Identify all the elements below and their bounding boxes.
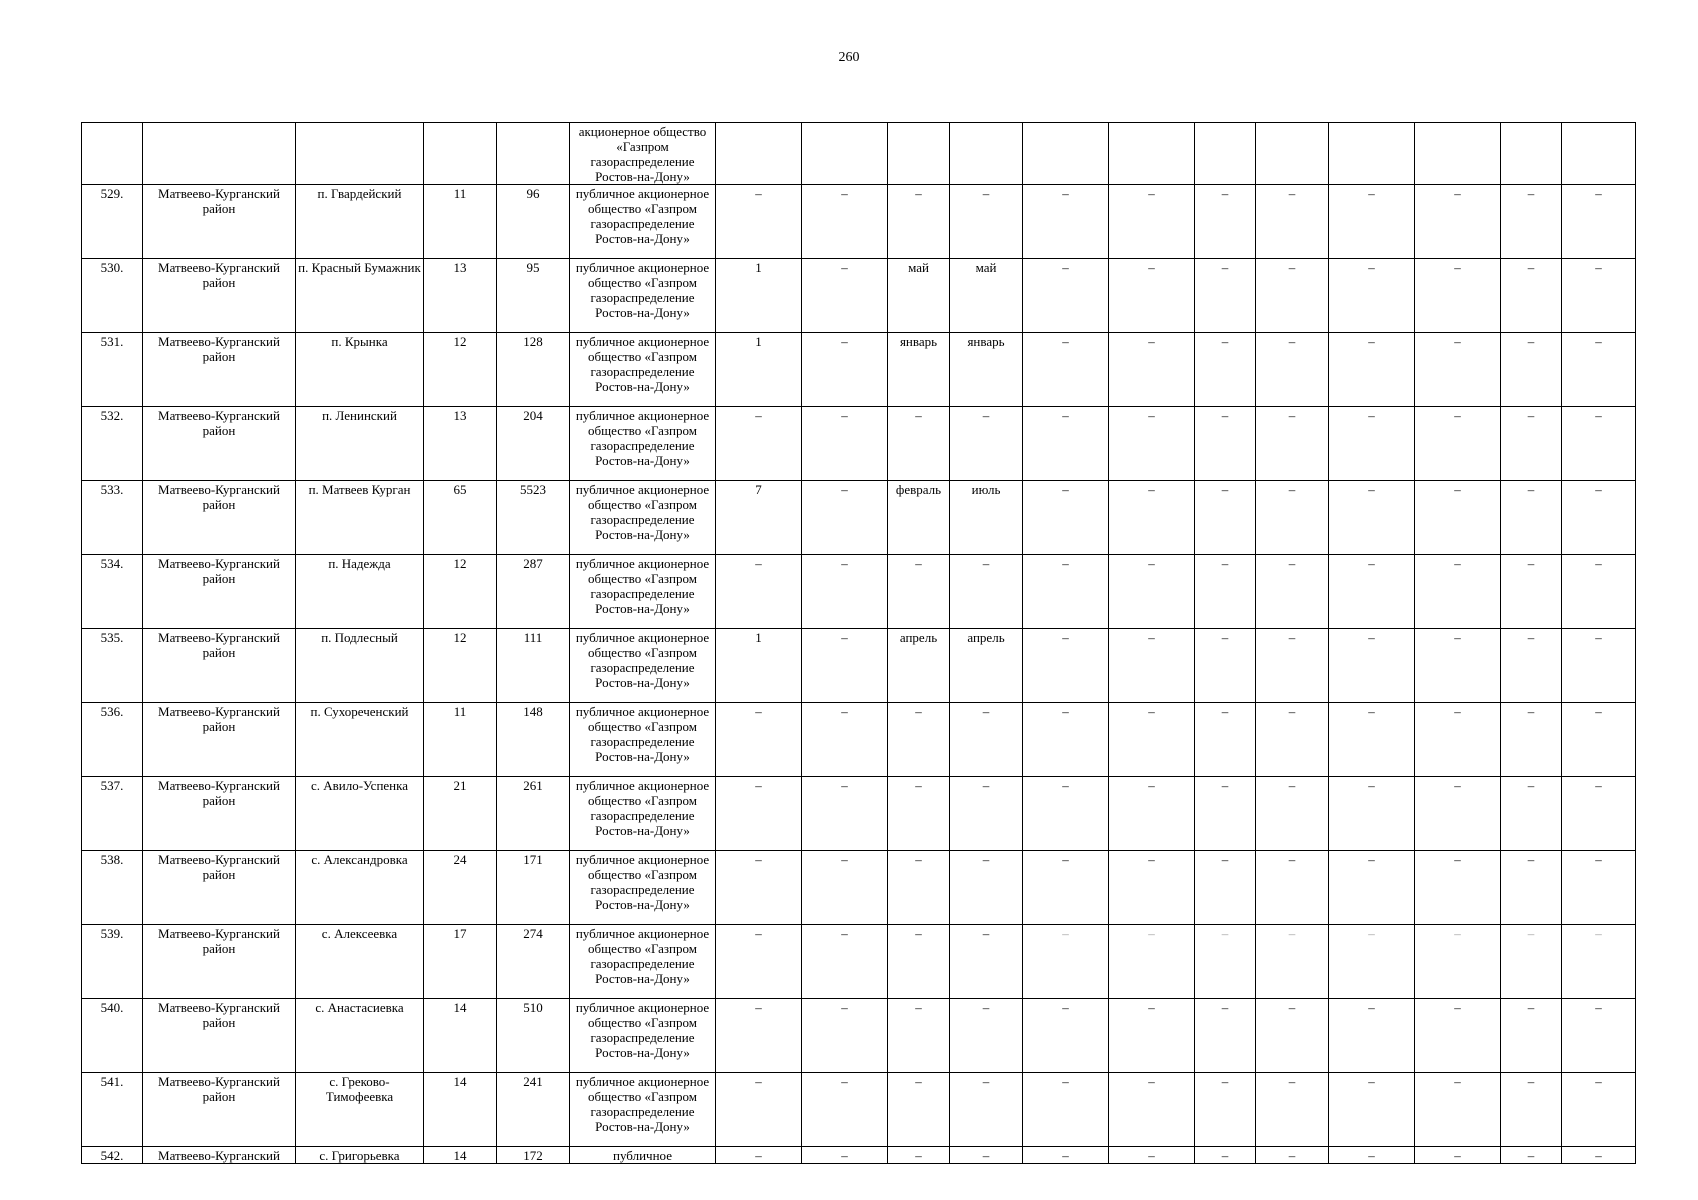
cell-col17: – <box>1501 703 1562 777</box>
cell-col9: – <box>888 777 950 851</box>
cell-col15: – <box>1329 851 1415 925</box>
cell-col8: – <box>802 259 888 333</box>
cell-col16: – <box>1415 1147 1501 1164</box>
cell-locality: п. Красный Бумажник <box>296 259 424 333</box>
cell-col11: – <box>1023 629 1109 703</box>
cell-col4: 12 <box>424 333 497 407</box>
cell-num: 538. <box>82 851 143 925</box>
cell-col5 <box>497 123 570 185</box>
cell-col11: – <box>1023 777 1109 851</box>
cell-num: 530. <box>82 259 143 333</box>
cell-col4: 24 <box>424 851 497 925</box>
cell-district: Матвеево-Курганский район <box>143 259 296 333</box>
cell-col4: 13 <box>424 259 497 333</box>
cell-col14: – <box>1256 925 1329 999</box>
cell-col16: – <box>1415 481 1501 555</box>
cell-col5: 171 <box>497 851 570 925</box>
cell-operator: публичное акционерное общество «Газпром газораспределение Ростов-на-Дону» <box>570 777 716 851</box>
cell-col10: – <box>950 1073 1023 1147</box>
cell-operator: публичное акционерное общество «Газпром газораспределение Ростов-на-Дону» <box>570 629 716 703</box>
cell-col11: – <box>1023 999 1109 1073</box>
cell-col15: – <box>1329 555 1415 629</box>
cell-operator: публичное акционерное общество «Газпром газораспределение Ростов-на-Дону» <box>570 555 716 629</box>
cell-num: 531. <box>82 333 143 407</box>
cell-district: Матвеево-Курганский район <box>143 703 296 777</box>
cell-col16: – <box>1415 555 1501 629</box>
cell-num: 536. <box>82 703 143 777</box>
cell-col16: – <box>1415 259 1501 333</box>
cell-col11: – <box>1023 333 1109 407</box>
cell-col12: – <box>1109 259 1195 333</box>
cell-col15: – <box>1329 259 1415 333</box>
cell-col9: – <box>888 1073 950 1147</box>
cell-col7: 1 <box>716 259 802 333</box>
cell-operator: акционерное общество «Газпром газораспределение Ростов-на-Дону» <box>570 123 716 185</box>
cell-col5: 510 <box>497 999 570 1073</box>
cell-col4: 12 <box>424 629 497 703</box>
cell-col8: – <box>802 1147 888 1164</box>
cell-col7: 1 <box>716 333 802 407</box>
cell-col11: – <box>1023 407 1109 481</box>
cell-num: 535. <box>82 629 143 703</box>
cell-col13: – <box>1195 259 1256 333</box>
cell-num: 534. <box>82 555 143 629</box>
cell-col12: – <box>1109 703 1195 777</box>
cell-col9: – <box>888 851 950 925</box>
table-row <box>82 925 1636 999</box>
cell-col10: – <box>950 185 1023 259</box>
cell-locality: п. Надежда <box>296 555 424 629</box>
cell-col18: – <box>1562 407 1636 481</box>
cell-col18 <box>1562 123 1636 185</box>
cell-col13: – <box>1195 333 1256 407</box>
cell-col13: – <box>1195 999 1256 1073</box>
cell-district: Матвеево-Курганский район <box>143 999 296 1073</box>
cell-col4: 17 <box>424 925 497 999</box>
cell-col8: – <box>802 333 888 407</box>
cell-col15: – <box>1329 407 1415 481</box>
cell-col9: февраль <box>888 481 950 555</box>
cell-col4: 14 <box>424 999 497 1073</box>
cell-col9: – <box>888 925 950 999</box>
cell-col4: 11 <box>424 703 497 777</box>
cell-col14 <box>1256 123 1329 185</box>
continuation-row <box>82 123 1636 185</box>
cell-col12: – <box>1109 555 1195 629</box>
cell-col14: – <box>1256 629 1329 703</box>
cell-col14: – <box>1256 777 1329 851</box>
cell-col8 <box>802 123 888 185</box>
cell-col16: – <box>1415 629 1501 703</box>
cell-district: Матвеево-Курганский район <box>143 925 296 999</box>
cell-col17: – <box>1501 259 1562 333</box>
cell-num: 529. <box>82 185 143 259</box>
cell-col5: 261 <box>497 777 570 851</box>
cell-col5: 241 <box>497 1073 570 1147</box>
cell-col11: – <box>1023 925 1109 999</box>
cell-col11: – <box>1023 185 1109 259</box>
cell-col10: – <box>950 777 1023 851</box>
cell-col12: – <box>1109 999 1195 1073</box>
cell-col7: – <box>716 925 802 999</box>
cell-col14: – <box>1256 259 1329 333</box>
cell-col18: – <box>1562 481 1636 555</box>
cell-col16: – <box>1415 407 1501 481</box>
cell-col18: – <box>1562 333 1636 407</box>
cell-operator: публичное акционерное общество «Газпром газораспределение Ростов-на-Дону» <box>570 259 716 333</box>
cell-col14: – <box>1256 333 1329 407</box>
cell-col13: – <box>1195 185 1256 259</box>
cell-col12: – <box>1109 629 1195 703</box>
table-row <box>82 481 1636 555</box>
cell-col8: – <box>802 925 888 999</box>
table-row <box>82 629 1636 703</box>
cell-operator: публичное акционерное общество «Газпром газораспределение Ростов-на-Дону» <box>570 1073 716 1147</box>
cell-col17: – <box>1501 407 1562 481</box>
cell-col8: – <box>802 777 888 851</box>
cell-col15: – <box>1329 629 1415 703</box>
cell-col7: – <box>716 555 802 629</box>
cell-num <box>82 123 143 185</box>
cell-col12: – <box>1109 1147 1195 1164</box>
cell-col7: – <box>716 1073 802 1147</box>
cell-col12: – <box>1109 925 1195 999</box>
cell-col5: 111 <box>497 629 570 703</box>
cell-operator: публичное акционерное общество «Газпром газораспределение Ростов-на-Дону» <box>570 185 716 259</box>
cell-col15: – <box>1329 999 1415 1073</box>
cell-district: Матвеево-Курганский район <box>143 407 296 481</box>
cell-col10: – <box>950 925 1023 999</box>
table-row <box>82 777 1636 851</box>
cell-col7 <box>716 123 802 185</box>
cell-col10: июль <box>950 481 1023 555</box>
cell-col13: – <box>1195 777 1256 851</box>
cell-col14: – <box>1256 703 1329 777</box>
cell-col18: – <box>1562 1073 1636 1147</box>
cell-col5: 95 <box>497 259 570 333</box>
table-row <box>82 1147 1636 1164</box>
cell-col7: 7 <box>716 481 802 555</box>
cell-col14: – <box>1256 851 1329 925</box>
cell-col8: – <box>802 629 888 703</box>
cell-col14: – <box>1256 1073 1329 1147</box>
cell-col10: – <box>950 851 1023 925</box>
cell-col14: – <box>1256 407 1329 481</box>
cell-operator: публичное акционерное общество «Газпром газораспределение Ростов-на-Дону» <box>570 999 716 1073</box>
cell-col9: январь <box>888 333 950 407</box>
cell-col17: – <box>1501 925 1562 999</box>
cell-col11: – <box>1023 851 1109 925</box>
cell-col16: – <box>1415 999 1501 1073</box>
cell-col18: – <box>1562 777 1636 851</box>
cell-col12 <box>1109 123 1195 185</box>
cell-col12: – <box>1109 185 1195 259</box>
cell-num: 539. <box>82 925 143 999</box>
cell-col10: – <box>950 407 1023 481</box>
cell-col18: – <box>1562 555 1636 629</box>
cell-locality: с. Авило-Успенка <box>296 777 424 851</box>
cell-col12: – <box>1109 407 1195 481</box>
cell-col17: – <box>1501 333 1562 407</box>
cell-col13: – <box>1195 851 1256 925</box>
cell-col5: 287 <box>497 555 570 629</box>
cell-col12: – <box>1109 777 1195 851</box>
cell-col18: – <box>1562 999 1636 1073</box>
cell-col18: – <box>1562 259 1636 333</box>
cell-col4 <box>424 123 497 185</box>
table-row <box>82 185 1636 259</box>
cell-col7: – <box>716 999 802 1073</box>
cell-col16 <box>1415 123 1501 185</box>
page-number: 260 <box>838 50 860 65</box>
cell-col10: – <box>950 999 1023 1073</box>
cell-district <box>143 123 296 185</box>
cell-district: Матвеево-Курганский район <box>143 1073 296 1147</box>
cell-col15: – <box>1329 333 1415 407</box>
cell-col15: – <box>1329 777 1415 851</box>
cell-col17: – <box>1501 777 1562 851</box>
cell-col17: – <box>1501 1073 1562 1147</box>
cell-locality: п. Ленинский <box>296 407 424 481</box>
cell-col10: – <box>950 1147 1023 1164</box>
cell-col8: – <box>802 703 888 777</box>
cell-col17: – <box>1501 481 1562 555</box>
cell-col17: – <box>1501 629 1562 703</box>
table-row <box>82 259 1636 333</box>
cell-district: Матвеево-Курганский район <box>143 333 296 407</box>
cell-locality: с. Алексеевка <box>296 925 424 999</box>
cell-col16: – <box>1415 1073 1501 1147</box>
cell-operator: публичное акционерное общество «Газпром газораспределение Ростов-на-Дону» <box>570 925 716 999</box>
cell-col15: – <box>1329 925 1415 999</box>
cell-col14: – <box>1256 481 1329 555</box>
cell-col9: – <box>888 999 950 1073</box>
cell-num: 532. <box>82 407 143 481</box>
cell-col9: – <box>888 185 950 259</box>
cell-col10 <box>950 123 1023 185</box>
cell-col11: – <box>1023 555 1109 629</box>
cell-col10: май <box>950 259 1023 333</box>
gasification-table <box>81 122 1636 1164</box>
cell-col11: – <box>1023 481 1109 555</box>
cell-district: Матвеево-Курганский <box>143 1147 296 1164</box>
cell-col7: – <box>716 777 802 851</box>
table-row <box>82 999 1636 1073</box>
cell-col13: – <box>1195 481 1256 555</box>
cell-col7: 1 <box>716 629 802 703</box>
cell-col12: – <box>1109 1073 1195 1147</box>
cell-num: 537. <box>82 777 143 851</box>
cell-col8: – <box>802 481 888 555</box>
cell-col13: – <box>1195 703 1256 777</box>
cell-col15: – <box>1329 703 1415 777</box>
cell-locality: п. Сухореченский <box>296 703 424 777</box>
cell-col16: – <box>1415 333 1501 407</box>
cell-operator: публичное <box>570 1147 716 1164</box>
cell-col13: – <box>1195 1073 1256 1147</box>
cell-col11: – <box>1023 1073 1109 1147</box>
cell-col4: 12 <box>424 555 497 629</box>
cell-col11: – <box>1023 1147 1109 1164</box>
cell-col5: 148 <box>497 703 570 777</box>
cell-col13: – <box>1195 925 1256 999</box>
cell-district: Матвеево-Курганский район <box>143 481 296 555</box>
cell-col7: – <box>716 407 802 481</box>
cell-col5: 172 <box>497 1147 570 1164</box>
cell-locality: п. Гвардейский <box>296 185 424 259</box>
cell-col17: – <box>1501 555 1562 629</box>
cell-col16: – <box>1415 185 1501 259</box>
cell-col18: – <box>1562 703 1636 777</box>
cell-col13: – <box>1195 1147 1256 1164</box>
cell-locality: п. Матвеев Курган <box>296 481 424 555</box>
cell-operator: публичное акционерное общество «Газпром газораспределение Ростов-на-Дону» <box>570 851 716 925</box>
cell-col13: – <box>1195 407 1256 481</box>
cell-col7: – <box>716 185 802 259</box>
cell-district: Матвеево-Курганский район <box>143 777 296 851</box>
cell-col17 <box>1501 123 1562 185</box>
cell-col13 <box>1195 123 1256 185</box>
cell-col8: – <box>802 185 888 259</box>
cell-operator: публичное акционерное общество «Газпром газораспределение Ростов-на-Дону» <box>570 333 716 407</box>
cell-locality: с. Греково-Тимофеевка <box>296 1073 424 1147</box>
cell-col15: – <box>1329 1147 1415 1164</box>
cell-locality: с. Анастасиевка <box>296 999 424 1073</box>
cell-col16: – <box>1415 851 1501 925</box>
table-row <box>82 851 1636 925</box>
cell-locality: п. Крынка <box>296 333 424 407</box>
cell-col12: – <box>1109 851 1195 925</box>
cell-col7: – <box>716 703 802 777</box>
cell-col14: – <box>1256 185 1329 259</box>
cell-col8: – <box>802 1073 888 1147</box>
cell-col14: – <box>1256 555 1329 629</box>
cell-col15: – <box>1329 481 1415 555</box>
cell-col16: – <box>1415 925 1501 999</box>
cell-col10: – <box>950 555 1023 629</box>
cell-col18: – <box>1562 851 1636 925</box>
cell-locality <box>296 123 424 185</box>
cell-col18: – <box>1562 629 1636 703</box>
table-body <box>82 123 1636 1164</box>
cell-num: 533. <box>82 481 143 555</box>
cell-col5: 5523 <box>497 481 570 555</box>
cell-col14: – <box>1256 1147 1329 1164</box>
cell-col4: 21 <box>424 777 497 851</box>
table-row <box>82 555 1636 629</box>
table-row <box>82 703 1636 777</box>
cell-col17: – <box>1501 999 1562 1073</box>
cell-col8: – <box>802 407 888 481</box>
cell-col8: – <box>802 851 888 925</box>
cell-col9 <box>888 123 950 185</box>
cell-operator: публичное акционерное общество «Газпром газораспределение Ростов-на-Дону» <box>570 703 716 777</box>
cell-col8: – <box>802 555 888 629</box>
cell-col11: – <box>1023 259 1109 333</box>
cell-col13: – <box>1195 555 1256 629</box>
cell-col4: 13 <box>424 407 497 481</box>
cell-col10: апрель <box>950 629 1023 703</box>
cell-operator: публичное акционерное общество «Газпром газораспределение Ростов-на-Дону» <box>570 481 716 555</box>
cell-col17: – <box>1501 851 1562 925</box>
cell-col7: – <box>716 851 802 925</box>
cell-num: 541. <box>82 1073 143 1147</box>
cell-col4: 14 <box>424 1147 497 1164</box>
cell-col18: – <box>1562 1147 1636 1164</box>
cell-col15: – <box>1329 1073 1415 1147</box>
cell-num: 540. <box>82 999 143 1073</box>
cell-col5: 96 <box>497 185 570 259</box>
cell-district: Матвеево-Курганский район <box>143 185 296 259</box>
cell-num: 542. <box>82 1147 143 1164</box>
cell-district: Матвеево-Курганский район <box>143 851 296 925</box>
cell-locality: п. Подлесный <box>296 629 424 703</box>
cell-col17: – <box>1501 1147 1562 1164</box>
cell-col9: – <box>888 1147 950 1164</box>
cell-col8: – <box>802 999 888 1073</box>
cell-col4: 14 <box>424 1073 497 1147</box>
cell-col4: 65 <box>424 481 497 555</box>
cell-col13: – <box>1195 629 1256 703</box>
cell-col5: 204 <box>497 407 570 481</box>
cell-locality: с. Александровка <box>296 851 424 925</box>
cell-col9: апрель <box>888 629 950 703</box>
cell-col12: – <box>1109 481 1195 555</box>
cell-col10: январь <box>950 333 1023 407</box>
cell-col16: – <box>1415 703 1501 777</box>
cell-district: Матвеево-Курганский район <box>143 629 296 703</box>
cell-col9: – <box>888 555 950 629</box>
cell-col17: – <box>1501 185 1562 259</box>
cell-col14: – <box>1256 999 1329 1073</box>
cell-district: Матвеево-Курганский район <box>143 555 296 629</box>
cell-col4: 11 <box>424 185 497 259</box>
cell-col18: – <box>1562 925 1636 999</box>
cell-col15 <box>1329 123 1415 185</box>
cell-col9: – <box>888 407 950 481</box>
cell-col16: – <box>1415 777 1501 851</box>
cell-col7: – <box>716 1147 802 1164</box>
cell-col5: 128 <box>497 333 570 407</box>
table-row <box>82 407 1636 481</box>
cell-col11: – <box>1023 703 1109 777</box>
cell-col11 <box>1023 123 1109 185</box>
cell-col18: – <box>1562 185 1636 259</box>
table-row <box>82 333 1636 407</box>
cell-col9: – <box>888 703 950 777</box>
cell-col5: 274 <box>497 925 570 999</box>
cell-col10: – <box>950 703 1023 777</box>
cell-col9: май <box>888 259 950 333</box>
table-row <box>82 1073 1636 1147</box>
cell-locality: с. Григорьевка <box>296 1147 424 1164</box>
cell-col12: – <box>1109 333 1195 407</box>
cell-operator: публичное акционерное общество «Газпром газораспределение Ростов-на-Дону» <box>570 407 716 481</box>
cell-col15: – <box>1329 185 1415 259</box>
